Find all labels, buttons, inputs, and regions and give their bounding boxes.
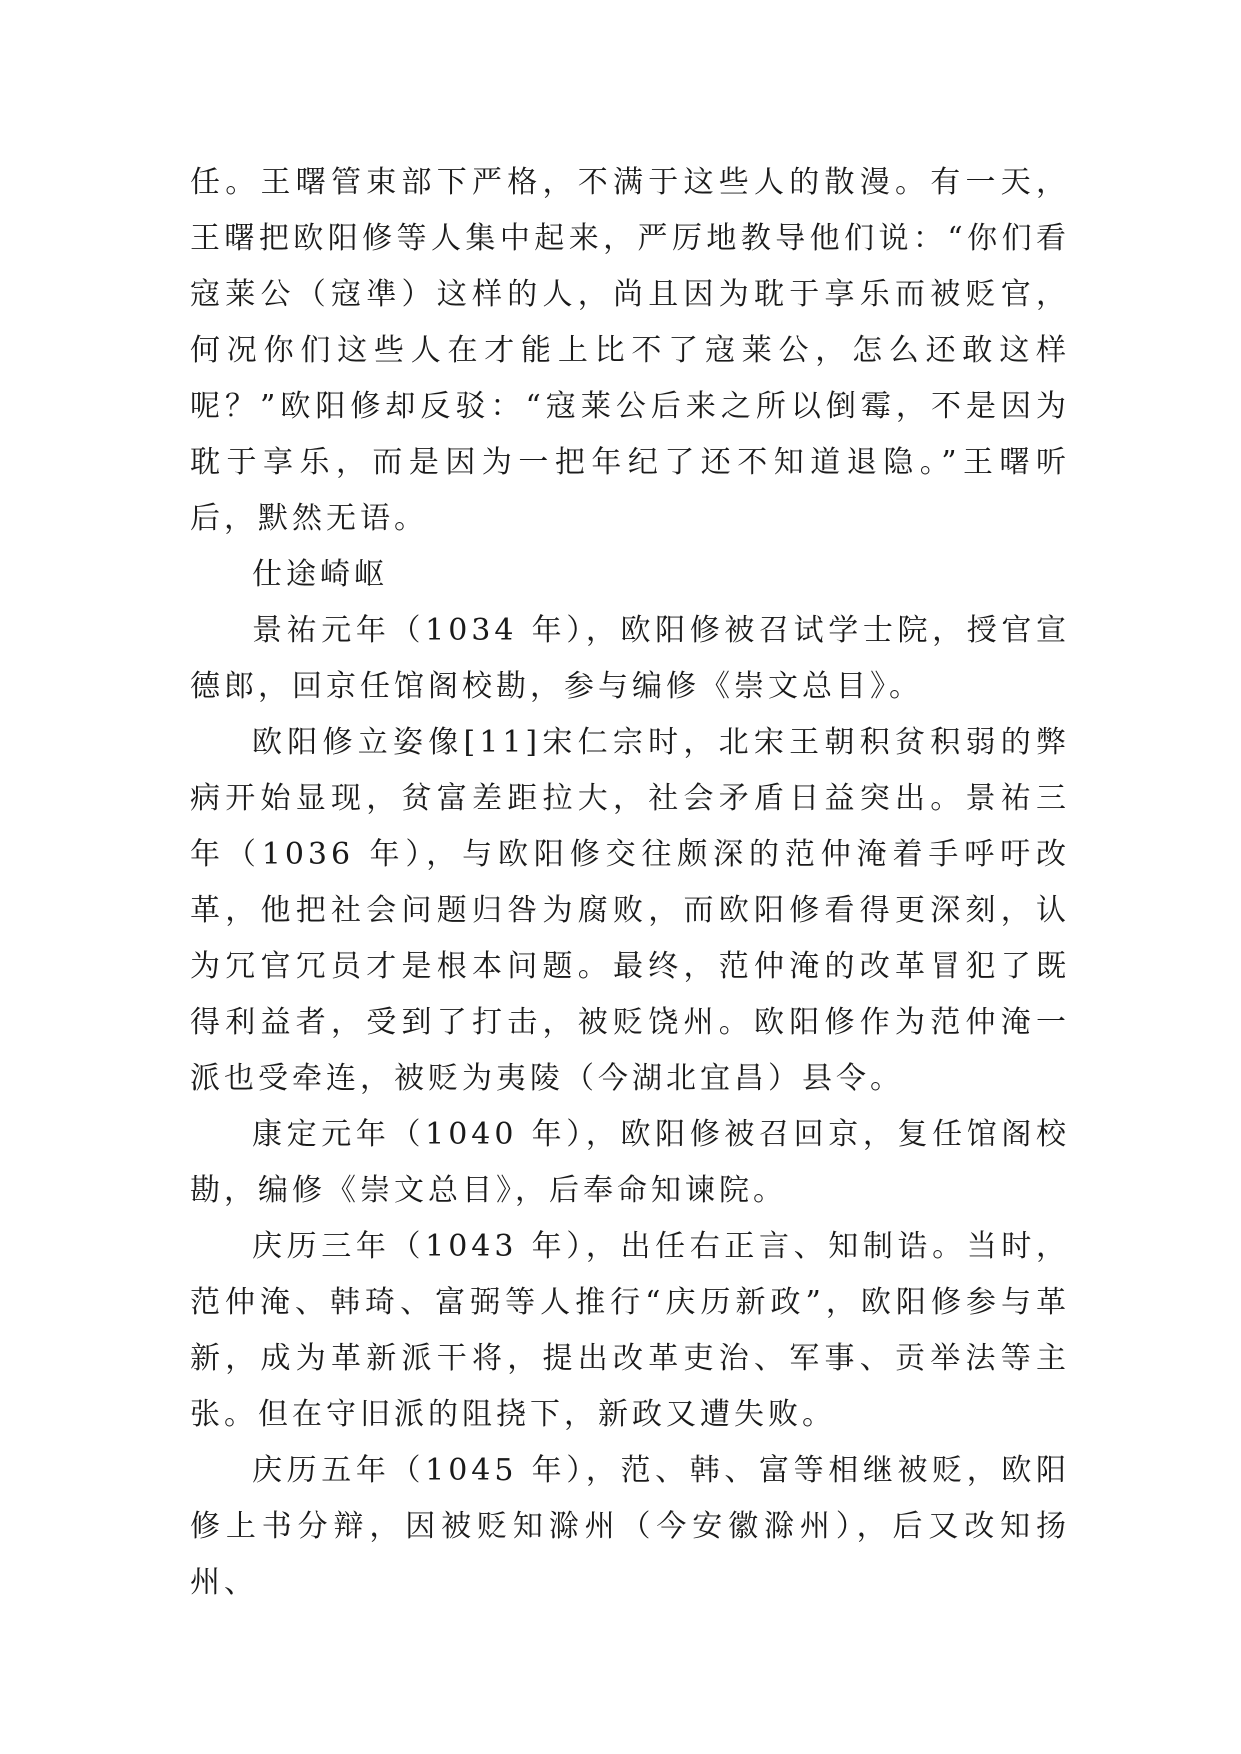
section-heading: 仕途崎岖: [252, 557, 388, 592]
paragraph-kangding-1040: 康定元年（1040 年），欧阳修被召回京，复任馆阁校勘，编修《崇文总目》，后奉命知谏院。: [190, 1117, 1070, 1208]
paragraph-jingyou-1034: 景祐元年（1034 年），欧阳修被召试学士院，授官宣德郎，回京任馆阁校勘，参与编修《崇文总目》。: [190, 613, 1070, 704]
paragraph-wang-shu-anecdote: 任。王曙管束部下严格，不满于这些人的散漫。有一天，王曙把欧阳修等人集中起来，严厉地教导他们说：“你们看寇莱公（寇凖）这样的人，尚且因为耽于享乐而被贬官，何况你们这些人在才能上比不了寇莱公，怎么还敢这样呢？”欧阳修却反驳：“寇莱公后来之所以倒霉，不是因为耽于享乐，而是因为一把年纪了还不知道退隐。”王曙听后，默然无语。: [190, 165, 1070, 536]
document-page: [190, 155, 1070, 1611]
paragraph-qingli-1045: 庆历五年（1045 年），范、韩、富等相继被贬，欧阳修上书分辩，因被贬知滁州（今安徽滁州），后又改知扬州、: [190, 1453, 1070, 1600]
paragraph-qingli-1043: 庆历三年（1043 年），出任右正言、知制诰。当时，范仲淹、韩琦、富弼等人推行“庆历新政”，欧阳修参与革新，成为革新派干将，提出改革吏治、军事、贡举法等主张。但在守旧派的阻挠下，新政又遭失败。: [190, 1229, 1070, 1432]
paragraph-jingyou-1036: 欧阳修立姿像[11]宋仁宗时，北宋王朝积贫积弱的弊病开始显现，贫富差距拉大，社会矛盾日益突出。景祐三年（1036 年），与欧阳修交往颇深的范仲淹着手呼吁改革，他把社会问题归咎为腐败，而欧阳修看得更深刻，认为冗官冗员才是根本问题。最终，范仲淹的改革冒犯了既得利益者，受到了打击，被贬饶州。欧阳修作为范仲淹一派也受牵连，被贬为夷陵（今湖北宜昌）县令。: [190, 725, 1070, 1096]
